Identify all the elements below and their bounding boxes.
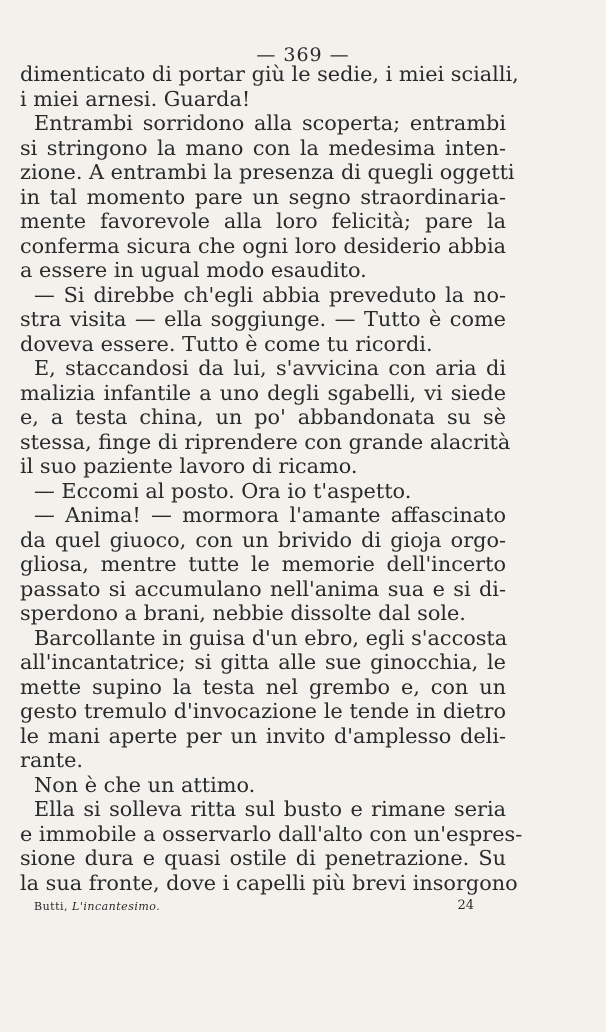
footer-title: L'incantesimo.: [72, 900, 161, 913]
text-line: sione dura e quasi ostile di penetrazione. Su: [20, 846, 506, 870]
text-line: Ella si solleva ritta sul busto e rimane seria: [34, 797, 506, 821]
signature-mark: 24: [457, 898, 474, 913]
text-line: rante.: [20, 748, 84, 772]
text-line: il suo paziente lavoro di ricamo.: [20, 454, 358, 478]
text-line: zione. A entrambi la presenza di quegli oggetti: [20, 160, 515, 184]
text-line: e immobile a osservarlo dall'alto con un'espres-: [20, 821, 523, 846]
text-line: la sua fronte, dove i capelli più brevi insorgono: [20, 870, 518, 895]
text-line: sperdono a brani, nebbie dissolte dal sole.: [20, 601, 466, 625]
text-line: conferma sicura che ogni loro desiderio abbia: [20, 233, 506, 258]
text-line: malizia infantile a uno degli sgabelli, vi siede: [20, 380, 506, 405]
text-line: gliosa, mentre tutte le memorie dell'incerto: [20, 552, 506, 576]
text-line: da quel giuoco, con un brivido di gioja orgo-: [20, 527, 506, 552]
text-line: Non è che un attimo.: [34, 772, 256, 797]
footer-author: Butti,: [34, 900, 69, 913]
text-line: si stringono la mano con la medesima inten-: [20, 135, 506, 160]
text-line: gesto tremulo d'invocazione le tende in dietro: [20, 699, 506, 723]
text-line: — Si direbbe ch'egli abbia preveduto la no-: [34, 282, 506, 307]
text-line: passato si accumulano nell'anima sua e si di-: [20, 576, 506, 601]
page-number: — 369 —: [256, 44, 350, 66]
text-line: mette supino la testa nel grembo e, con un: [20, 674, 506, 699]
text-line: E, staccandosi da lui, s'avvicina con aria di: [34, 356, 506, 380]
footer-citation: [34, 900, 160, 913]
text-line: Entrambi sorridono alla scoperta; entrambi: [34, 111, 506, 135]
text-line: — Eccomi al posto. Ora io t'aspetto.: [34, 478, 412, 503]
text-line: all'incantatrice; si gitta alle sue ginocchia, le: [20, 650, 506, 674]
body-text: [20, 62, 523, 895]
text-line: a essere in ugual modo esaudito.: [20, 258, 367, 282]
text-line: — Anima! — mormora l'amante affascinato: [34, 503, 506, 527]
text-line: le mani aperte per un invito d'amplesso deli-: [20, 723, 506, 748]
text-line: i miei arnesi. Guarda!: [20, 86, 251, 111]
text-line: e, a testa china, un po' abbandonata su sè: [20, 405, 506, 429]
text-line: stessa, finge di riprendere con grande alacrità: [20, 429, 511, 454]
text-line: doveva essere. Tutto è come tu ricordi.: [20, 331, 433, 356]
text-line: mente favorevole alla loro felicità; pare la: [20, 209, 506, 233]
text-line: Barcollante in guisa d'un ebro, egli s'accosta: [34, 625, 508, 650]
text-line: in tal momento pare un segno straordinaria-: [20, 184, 506, 209]
text-line: stra visita — ella soggiunge. — Tutto è come: [20, 307, 506, 331]
text-line: dimenticato di portar giù le sedie, i miei scialli,: [20, 62, 519, 86]
